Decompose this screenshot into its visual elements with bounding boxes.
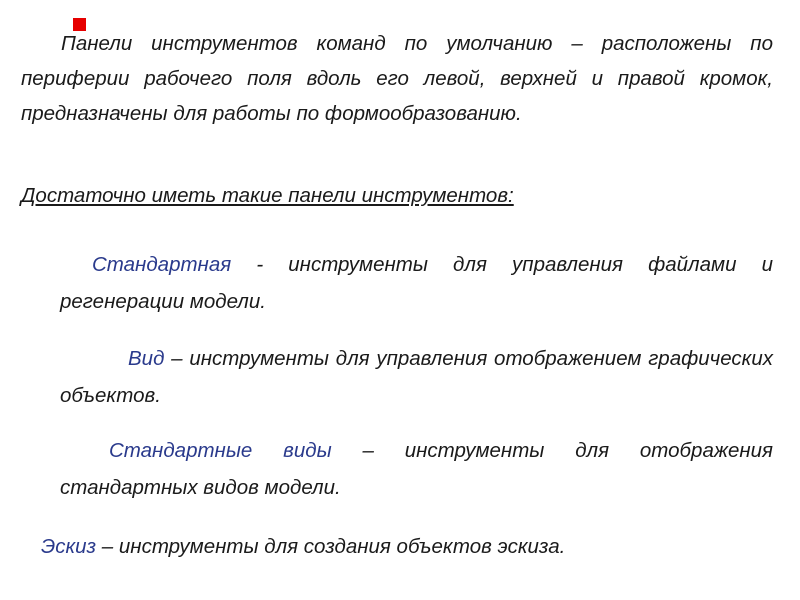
toolbar-item-view [60, 340, 773, 414]
toolbar-term: Эскиз [41, 535, 97, 558]
toolbar-term: Стандартная [92, 253, 232, 276]
toolbar-description: инструменты для создания объектов эскиза. [118, 535, 566, 558]
toolbar-term: Вид [128, 347, 165, 370]
toolbar-separator: – [96, 535, 119, 558]
toolbar-item-sketch [41, 528, 565, 565]
toolbar-item-standard [60, 246, 773, 320]
toolbar-separator: - [231, 253, 289, 276]
toolbar-separator: – [331, 439, 405, 462]
toolbar-description: инструменты для управления отображением графических объектов. [60, 347, 773, 407]
toolbar-separator: – [164, 347, 190, 370]
toolbars-subheading: Достаточно иметь такие панели инструментов: [21, 184, 514, 207]
toolbar-description: инструменты для управления файлами и регенерации модели. [60, 253, 773, 313]
intro-paragraph: Панели инструментов команд по умолчанию – расположены по периферии рабочего поля вдоль его левой, верхней и правой кромок, предназначены для работы по формообразованию. [21, 32, 773, 125]
toolbar-item-standard-views [60, 432, 773, 506]
toolbar-description: инструменты для отображения стандартных видов модели. [60, 439, 773, 499]
toolbar-term: Стандартные виды [109, 439, 332, 462]
